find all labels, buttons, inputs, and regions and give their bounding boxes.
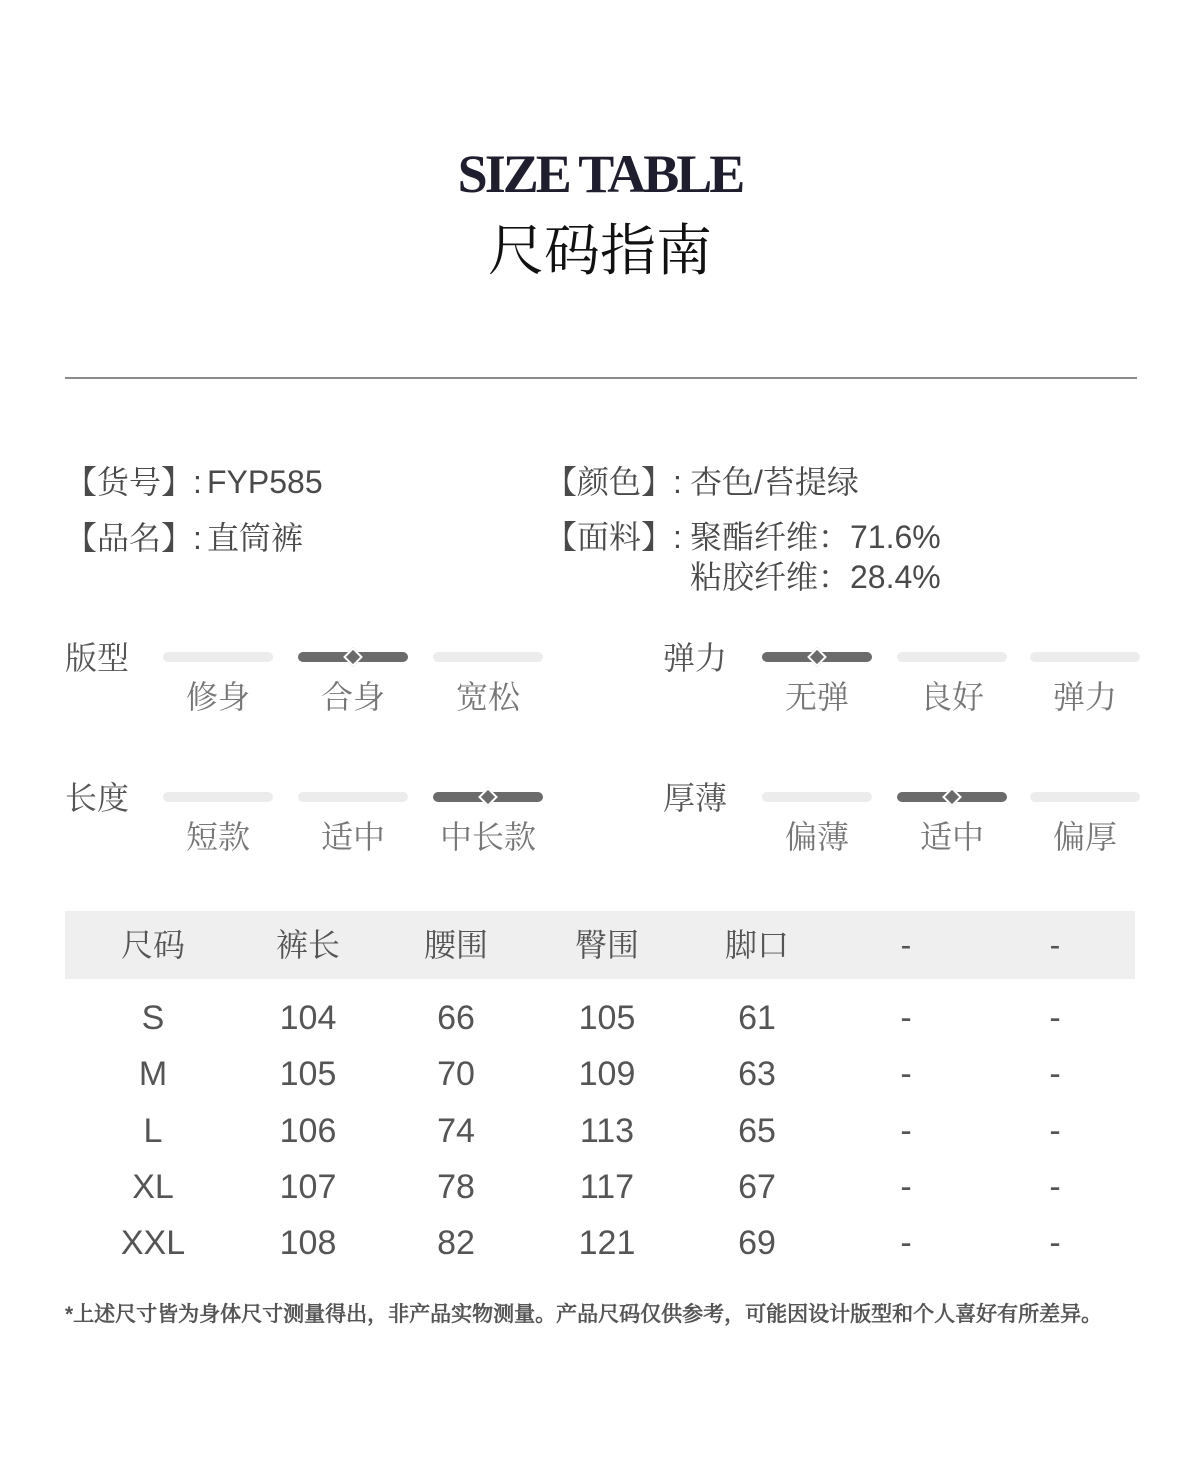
attribute-elasticity [663, 638, 1143, 718]
title-chinese: 尺码指南 [488, 219, 712, 284]
attribute-length [65, 778, 545, 858]
selected-marker-icon [343, 647, 363, 667]
table-cell: - [1049, 1168, 1061, 1206]
table-row [65, 1103, 1135, 1159]
size-table-header [65, 911, 1135, 979]
scale-bar [1030, 652, 1140, 662]
table-cell: 107 [279, 1168, 337, 1206]
scale-bar [897, 652, 1007, 662]
product-name-label: 【品名】: [65, 520, 202, 556]
scale-bar [762, 792, 872, 802]
footnote: *上述尺寸皆为身体尺寸测量得出，非产品实物测量。产品尺码仅供参考，可能因设计版型和个人喜好有所差异。 [65, 1303, 1103, 1326]
table-row [65, 990, 1135, 1046]
table-cell: 105 [279, 1055, 337, 1093]
attribute-label: 厚薄 [663, 780, 728, 816]
column-header-empty: - [900, 927, 912, 963]
table-cell: - [1049, 1055, 1061, 1093]
title-english: SIZE TABLE [457, 144, 743, 204]
scale-bar [1030, 792, 1140, 802]
table-cell: 117 [579, 1168, 635, 1206]
table-cell: - [1049, 1112, 1061, 1150]
attribute-label: 版型 [65, 640, 130, 676]
table-cell: 69 [738, 1224, 776, 1262]
table-cell: L [143, 1112, 163, 1150]
table-cell: 109 [578, 1055, 636, 1093]
table-cell: 67 [738, 1168, 776, 1206]
table-cell: 113 [579, 1112, 635, 1150]
table-cell: 82 [437, 1224, 475, 1262]
product-name-value: 直筒裤 [207, 520, 304, 556]
table-row [65, 1046, 1135, 1102]
column-header-empty: - [1049, 927, 1061, 963]
table-cell: XL [132, 1168, 174, 1206]
option-label: 合身 [320, 679, 385, 715]
fabric-line: 聚酯纤维：71.6% [690, 519, 941, 555]
option-label: 偏薄 [784, 819, 849, 855]
scale-bar [433, 792, 543, 802]
table-cell: 105 [578, 999, 636, 1037]
table-cell: 70 [437, 1055, 475, 1093]
scale-bar [433, 652, 543, 662]
option-label: 弹力 [1052, 679, 1117, 715]
scale-bar [298, 652, 408, 662]
color-value: 杏色/苔提绿 [690, 464, 859, 500]
table-cell: - [900, 1055, 912, 1093]
table-cell: 65 [738, 1112, 776, 1150]
table-cell: - [900, 1112, 912, 1150]
option-label: 修身 [185, 679, 250, 715]
item-number-value: FYP585 [207, 464, 323, 500]
table-cell: 66 [437, 999, 475, 1037]
option-label: 偏厚 [1052, 819, 1117, 855]
scale-bar [298, 792, 408, 802]
table-cell: 78 [437, 1168, 475, 1206]
table-cell: 108 [279, 1224, 337, 1262]
color-label: 【颜色】: [545, 464, 682, 500]
item-number-label: 【货号】: [65, 464, 202, 500]
table-cell: - [1049, 999, 1061, 1037]
table-cell: M [138, 1055, 168, 1093]
option-label: 宽松 [455, 679, 520, 715]
table-cell: - [900, 999, 912, 1037]
selected-marker-icon [478, 787, 498, 807]
table-cell: 61 [738, 999, 776, 1037]
option-label: 中长款 [439, 819, 536, 855]
column-header-hem: 脚口 [724, 927, 789, 963]
table-cell: 104 [279, 999, 337, 1037]
option-label: 良好 [919, 679, 984, 715]
scale-bar [163, 792, 273, 802]
scale-bar [163, 652, 273, 662]
column-header-size: 尺码 [120, 927, 185, 963]
column-header-hip: 臀围 [574, 927, 639, 963]
table-row [65, 1159, 1135, 1215]
fabric-line: 粘胶纤维：28.4% [690, 559, 941, 595]
table-cell: 106 [279, 1112, 337, 1150]
table-cell: - [900, 1168, 912, 1206]
attribute-thickness [663, 778, 1143, 858]
table-cell: XXL [120, 1224, 186, 1262]
fabric-label: 【面料】: [545, 519, 682, 555]
scale-bar [897, 792, 1007, 802]
table-cell: S [141, 999, 165, 1037]
divider-line [65, 377, 1137, 379]
attribute-label: 长度 [65, 780, 130, 816]
selected-marker-icon [807, 647, 827, 667]
option-label: 无弹 [784, 679, 849, 715]
attribute-fit [65, 638, 545, 718]
column-header-length: 裤长 [275, 927, 340, 963]
selected-marker-icon [942, 787, 962, 807]
table-cell: 121 [578, 1224, 636, 1262]
scale-bar [762, 652, 872, 662]
column-header-waist: 腰围 [423, 927, 488, 963]
table-cell: 63 [738, 1055, 776, 1093]
option-label: 适中 [919, 819, 984, 855]
table-row [65, 1215, 1135, 1271]
attribute-label: 弹力 [663, 640, 728, 676]
option-label: 短款 [185, 819, 250, 855]
option-label: 适中 [320, 819, 385, 855]
table-cell: - [900, 1224, 912, 1262]
table-cell: - [1049, 1224, 1061, 1262]
table-cell: 74 [437, 1112, 475, 1150]
